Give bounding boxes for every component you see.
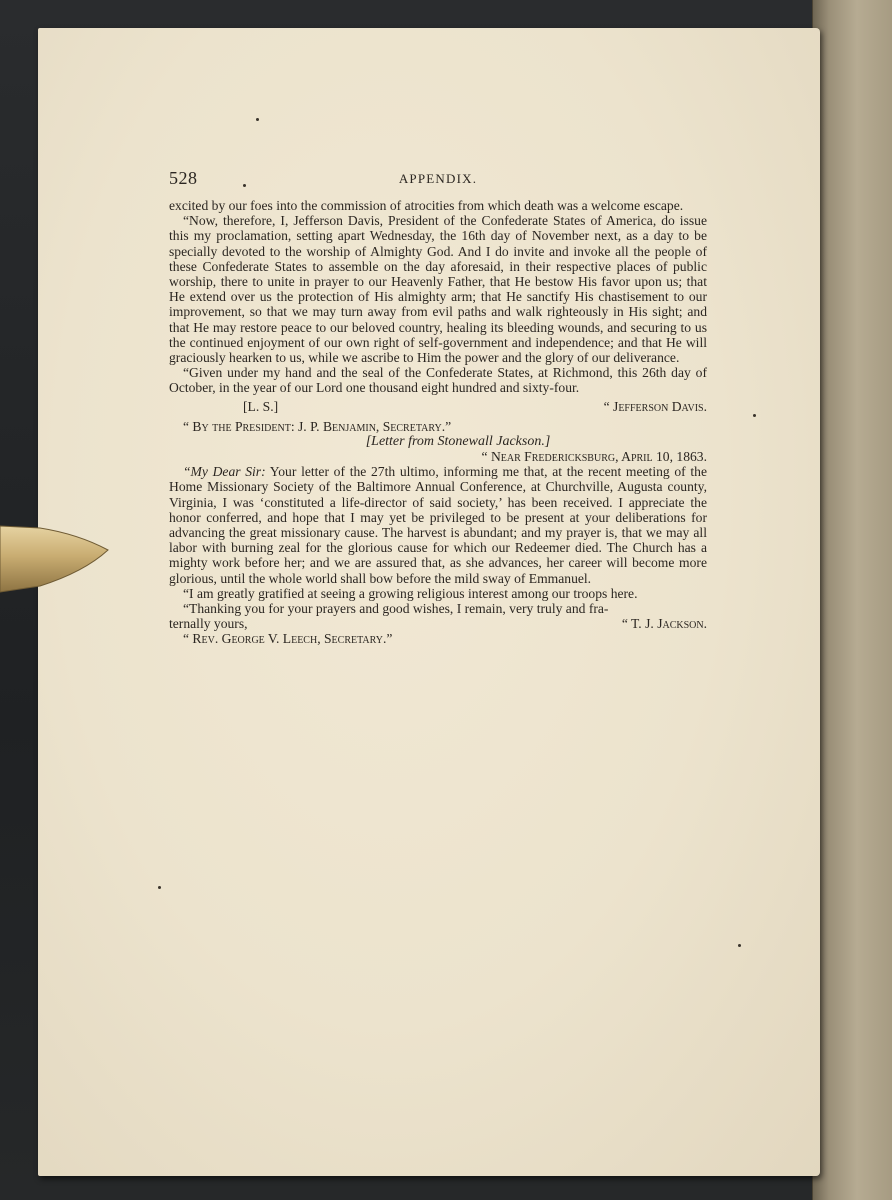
letter-heading-text: [Letter from Stonewall Jackson.] (365, 433, 551, 449)
davis-signature: “ Jefferson Davis. (603, 398, 707, 414)
book-page-edges (812, 0, 892, 1200)
letter-paragraph-2: “I am greatly gratified at seeing a growing religious interest among our troops here. (183, 585, 638, 601)
proclamation-given-paragraph: “Given under my hand and the seal of the Confederate States, at Richmond, this 26th day of October, in the year of our Lord one thousand eight hundred and sixty-four. (169, 365, 707, 396)
letter-closing-row (169, 616, 707, 631)
book-page (38, 28, 820, 1176)
letter-salutation: “My Dear Sir: (183, 464, 266, 480)
paper-speck (158, 886, 161, 889)
letter-closing-text: ternally yours, (169, 616, 248, 632)
page-number: 528 (169, 168, 198, 188)
proclamation-paragraph: “Now, therefore, I, Jefferson Davis, President of the Confederate States of America, do issue this my proclamation, setting apart Wednesday, the 16th day of November next, as a day to be specially devoted to the worship of Almighty God. And I do invite and invoke all the people of these Confederate States to assemble on the day aforesaid, in their respective places of public worship, there to unite in prayer to our Heavenly Father, that He bestow His favor upon us; that He extend over us the protection of His almighty arm; that He sanctify His chastisement to our improvement, so that we may turn away from evil paths and walk righteously in His sight; and that He may restore peace to our beloved country, healing its bleeding wounds, and securing to us the continued enjoyment of our own right of self-government and independence; and that He will graciously hearken to us, while we ascribe to Him the power and the glory of our deliverance. (169, 213, 707, 366)
proclamation-signature-row (169, 399, 707, 419)
body-text (169, 198, 707, 646)
letter-paragraph (169, 464, 707, 586)
page-header (169, 168, 707, 198)
letter-heading (169, 434, 707, 449)
by-president-line: “ By the President: J. P. Benjamin, Secretary.” (183, 418, 452, 434)
paper-speck (738, 944, 741, 947)
seal-mark: [L. S.] (243, 398, 279, 414)
text-block (169, 168, 707, 646)
paper-speck (256, 118, 259, 121)
running-title: APPENDIX. (398, 171, 478, 186)
letter-paragraph-text: Your letter of the 27th ultimo, informing me that, at the recent meeting of the Home Missionary Society of the Baltimore Annual Conference, at Churchville, Augusta county, Virginia, I was ‘constituted a life-director of said society,’ has been received. I appreciate the honor conferred, and hope that I may yet be privileged to be present at your deliberations for advancing the great missionary cause. The harvest is abundant; and my prayer is, that we may all labor with burning zeal for the glorious cause for which our Redeemer died. The Church has a mighty work before her; and we are assured that, as she advances, her career will become more glorious, until the whole world shall bow before the mild sway of Emmanuel. (169, 464, 708, 586)
jackson-signature: “ T. J. Jackson. (621, 616, 707, 632)
brass-bookmark-pointer (0, 520, 110, 598)
letter-dateline: “ Near Fredericksburg, April 10, 1863. (481, 449, 707, 465)
letter-addressee: “ Rev. George V. Leech, Secretary.” (183, 631, 393, 647)
paper-speck (753, 414, 756, 417)
proclamation-continuation: excited by our foes into the commission of atrocities from which death was a welcome escape. (169, 198, 684, 213)
letter-closing-line: “Thanking you for your prayers and good wishes, I remain, very truly and fra- (183, 601, 609, 617)
